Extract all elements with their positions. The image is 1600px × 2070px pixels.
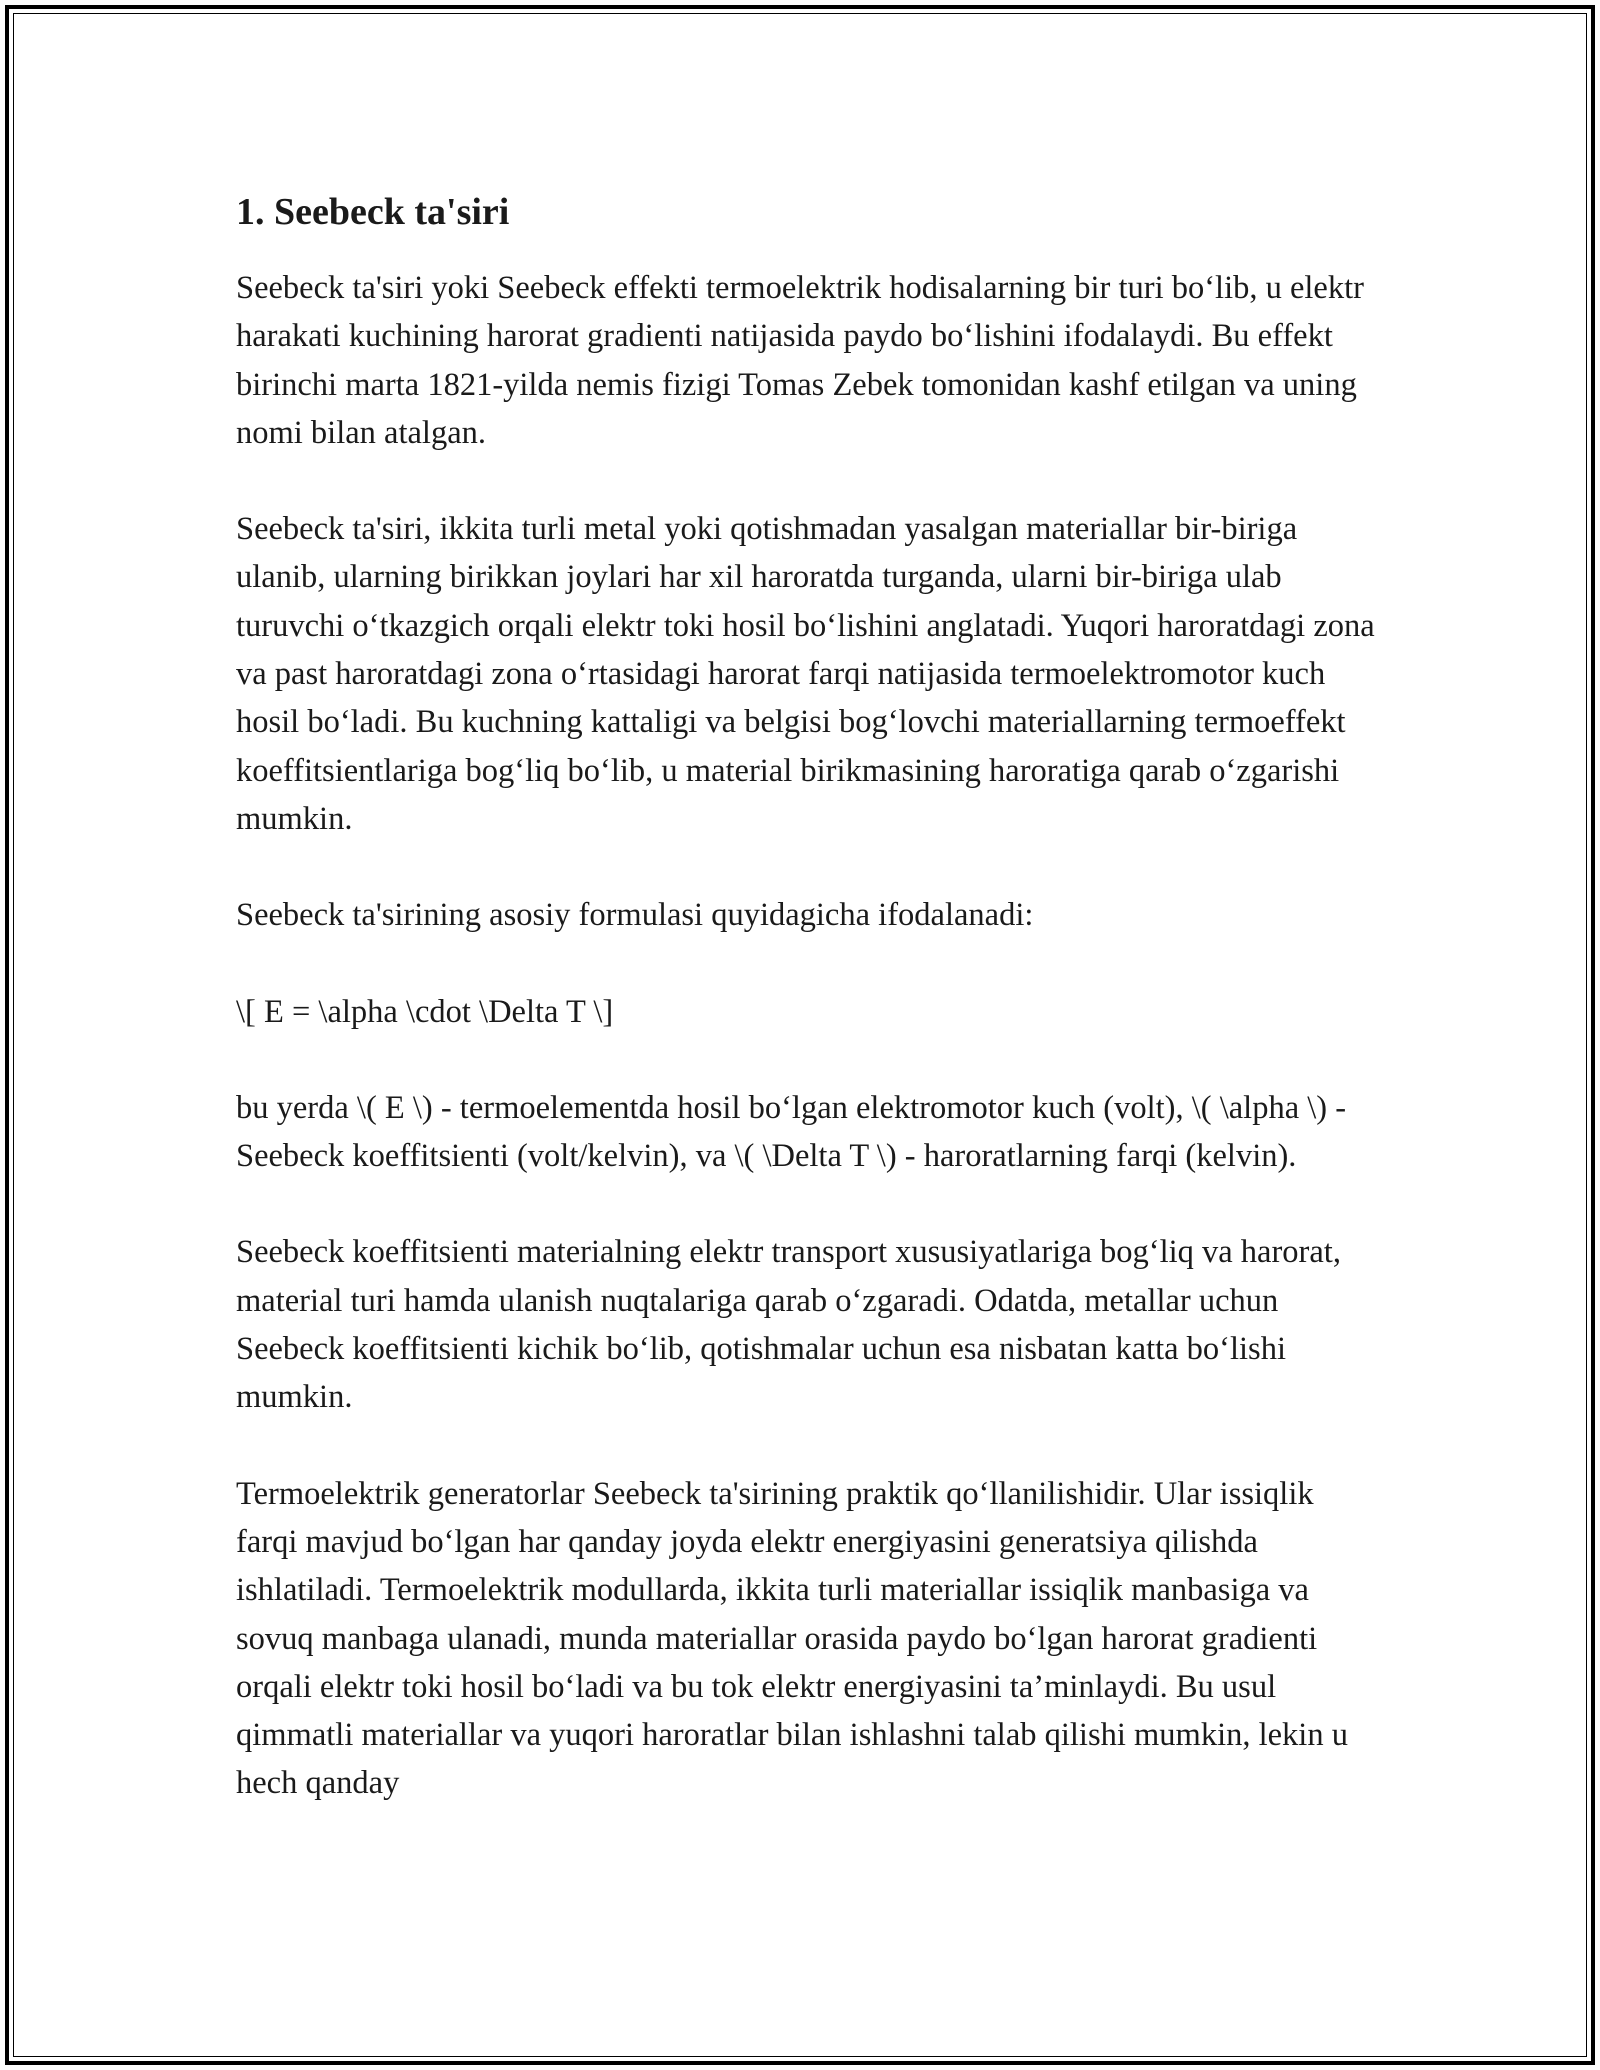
paragraph-formula-intro: Seebeck ta'sirining asosiy formulasi quyidagicha ifodalanadi: [236,897,1034,934]
paragraph-formula-legend: bu yerda \( E \) - termoelementda hosil bo‘lgan elektromotor kuch (volt), \( \alpha \) - Seebeck koeffitsienti (volt/kelvin), va \( \Delta T \) - haroratlarning farqi (kelvin). [236,1089,1347,1175]
paragraph-coefficient: Seebeck koeffitsienti materialning elektr transport xususiyatlariga bog‘liq va harorat, material turi hamda ulanish nuqtalariga qarab o‘zgaradi. Odatda, metallar uchun Seebeck koeffitsienti kichik bo‘lib, qotishmalar uchun esa nisbatan katta bo‘lishi mumkin. [236,1234,1341,1416]
formula-line: \[ E = \alpha \cdot \Delta T \] [236,993,614,1030]
paragraph-intro: Seebeck ta'siri yoki Seebeck effekti termoelektrik hodisalarning bir turi bo‘lib, u elektr harakati kuchining harorat gradienti natijasida paydo bo‘lishini ifodalaydi. Bu effekt birinchi marta 1821-yilda nemis fizigi Tomas Zebek tomonidan kashf etilgan va uning nomi bilan atalgan. [236,270,1364,451]
paragraph-mechanism: Seebeck ta'siri, ikkita turli metal yoki qotishmadan yasalgan materiallar bir-biriga ulanib, ularning birikkan joylari har xil haroratda turganda, ularni bir-biriga ulab turuvchi o‘tkazgich orqali elektr toki hosil bo‘lishini anglatadi. Yuqori haroratdagi zona va past haroratdagi zona o‘rtasidagi harorat farqi natijasida termoelektromotor kuch hosil bo‘ladi. Bu kuchning kattaligi va belgisi bog‘lovchi materiallarning termoeffekt koeffitsientlariga bog‘liq bo‘lib, u material birikmasining haroratiga qarab o‘zgarishi mumkin. [236,511,1375,837]
section-heading: 1. Seebeck ta'siri [236,191,510,233]
paragraph-generators: Termoelektrik generatorlar Seebeck ta'sirining praktik qo‘llanilishidir. Ular issiqlik farqi mavjud bo‘lgan har qanday joyda elektr energiyasini generatsiya qilishda ishlatiladi. Termoelektrik modullarda, ikkita turli materiallar issiqlik manbasiga va sovuq manbaga ulanadi, munda materiallar orasida paydo bo‘lgan harorat gradienti orqali elektr toki hosil bo‘ladi va bu tok elektr energiyasini ta’minlaydi. Bu usul qimmatli materiallar va yuqori haroratlar bilan ishlashni talab qilishi mumkin, lekin u hech qanday [236,1475,1348,1802]
document-body [236,186,1376,1856]
